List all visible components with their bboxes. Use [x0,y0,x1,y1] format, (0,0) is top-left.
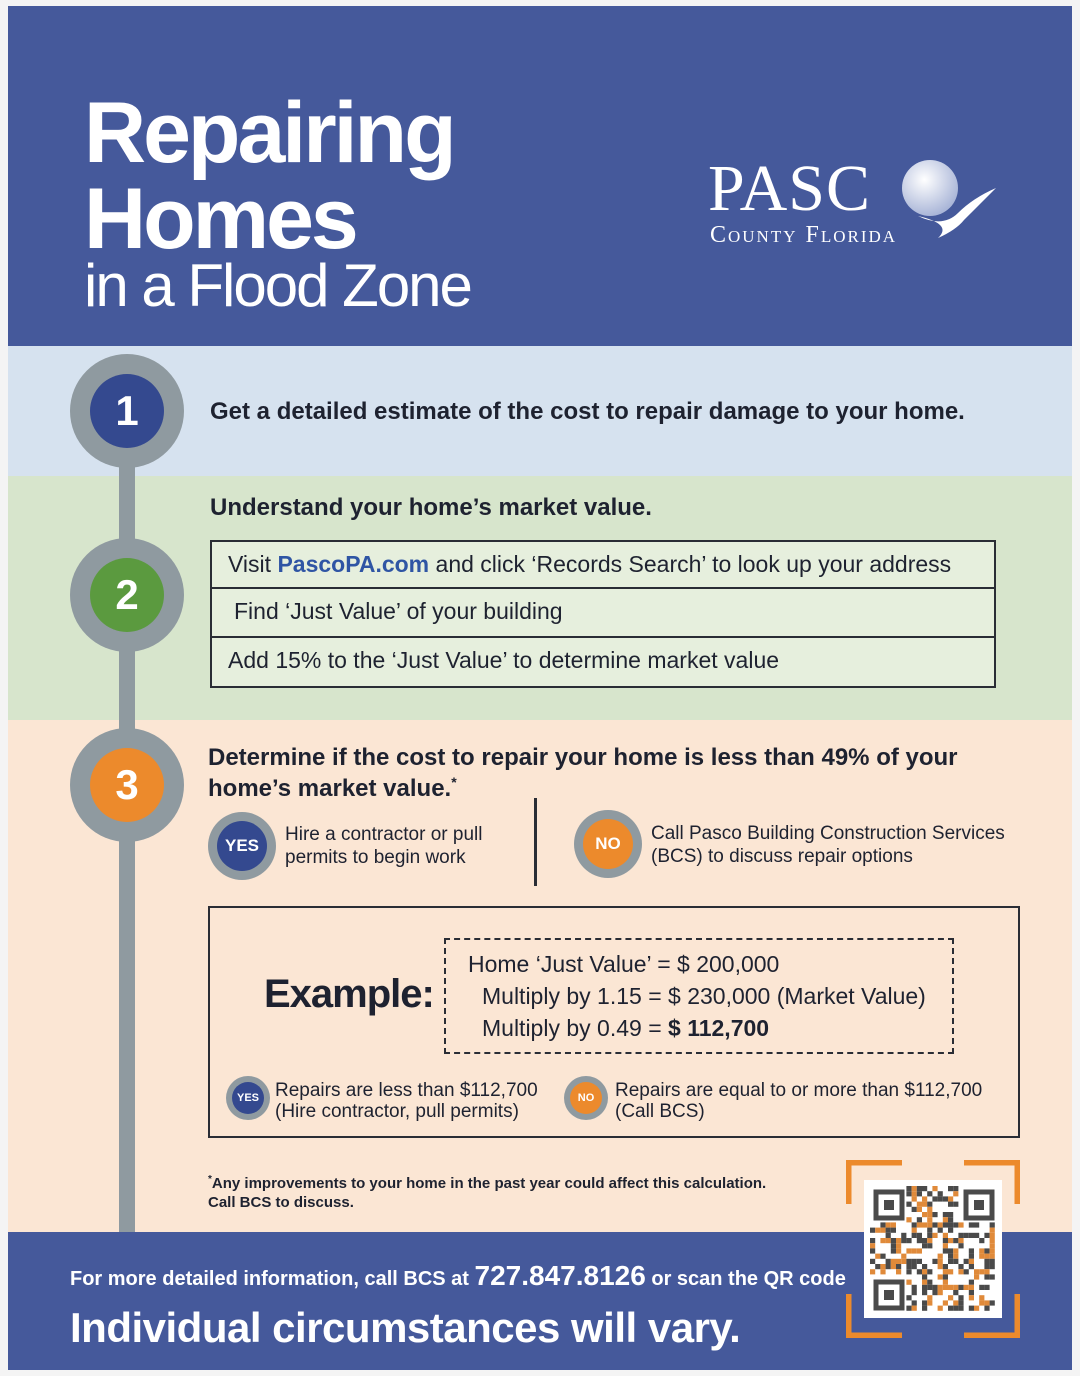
step3-heading-line-1: Determine if the cost to repair your home is less than 49% of your [208,744,958,771]
pascopa-link[interactable]: PascoPA.com [277,551,430,577]
example-label: Example: [264,972,434,1016]
step1-number: 1 [90,374,164,448]
step1-marker [70,354,184,468]
footer-info [70,1260,846,1292]
yes-badge: YES [217,821,267,871]
qr-code[interactable] [846,1160,1020,1338]
logo-subtitle: County Florida [710,222,898,248]
qr-code-icon [846,1160,1020,1338]
flyer [8,6,1072,1370]
title-line-2: Homes [84,171,356,267]
no-badge: NO [583,819,633,869]
step3-heading-line-2 [208,774,457,803]
footnote-line-1-text: Any improvements to your home in the past year could affect this calculation. [211,1175,767,1192]
heading-line-2-text: home’s market value. [208,775,452,802]
logo-moon-bird-icon [898,158,998,248]
footer-info-suffix: or scan the QR code [645,1268,846,1290]
footnote-asterisk: * [208,1174,212,1185]
step2-row-3: Add 15% to the ‘Just Value’ to determine market value [210,638,996,688]
step3-number: 3 [90,748,164,822]
row1-suffix: and click ‘Records Search’ to look up your address [429,551,952,577]
example-no-line-1: Repairs are equal to or more than $112,700 [615,1080,983,1101]
row1-prefix: Visit [228,551,278,577]
footer-phone[interactable]: 727.847.8126 [474,1260,646,1291]
example-yes-ring [226,1076,270,1120]
example-line-1: Home ‘Just Value’ = $ 200,000 [468,951,780,977]
pasco-county-logo [708,152,1008,266]
logo-wordmark: PASC [708,152,872,225]
footnote [208,1170,766,1212]
yes-text-line-2: permits to begin work [285,847,466,868]
step3-marker [70,728,184,842]
example-yes-line-1: Repairs are less than $112,700 [275,1080,538,1101]
line3-value: $ 112,700 [668,1015,770,1041]
footnote-marker: * [451,774,457,790]
example-line-3 [482,1015,769,1042]
step1-text: Get a detailed estimate of the cost to repair damage to your home. [210,398,965,425]
title-line-1: Repairing [84,85,454,181]
example-no-line-2: (Call BCS) [615,1101,705,1122]
example-line-2: Multiply by 1.15 = $ 230,000 (Market Value) [482,983,926,1009]
step2-heading: Understand your home’s market value. [210,494,652,521]
footer-tagline: Individual circumstances will vary. [70,1304,741,1351]
header-band [8,6,1072,346]
footnote-line-2: Call BCS to discuss. [208,1194,354,1211]
example-yes-line-2: (Hire contractor, pull permits) [275,1101,519,1122]
no-text-line-2: (BCS) to discuss repair options [651,846,913,867]
yes-badge-ring [208,812,276,880]
step2-marker [70,538,184,652]
yes-text-line-1: Hire a contractor or pull [285,824,483,845]
footnote-line-1 [208,1170,766,1193]
step2-row-1 [210,540,996,589]
title-line-3: in a Flood Zone [84,252,471,319]
step2-row-2: Find ‘Just Value’ of your building [210,589,996,638]
line3-prefix: Multiply by 0.49 = [482,1015,669,1041]
example-no-ring [564,1076,608,1120]
footer-info-prefix: For more detailed information, call BCS at [70,1268,475,1290]
yes-no-divider [534,798,537,886]
no-text-line-1: Call Pasco Building Construction Services [651,823,1005,844]
example-no-badge: NO [570,1082,602,1114]
step2-number: 2 [90,558,164,632]
example-yes-badge: YES [232,1082,264,1114]
no-badge-ring [574,810,642,878]
